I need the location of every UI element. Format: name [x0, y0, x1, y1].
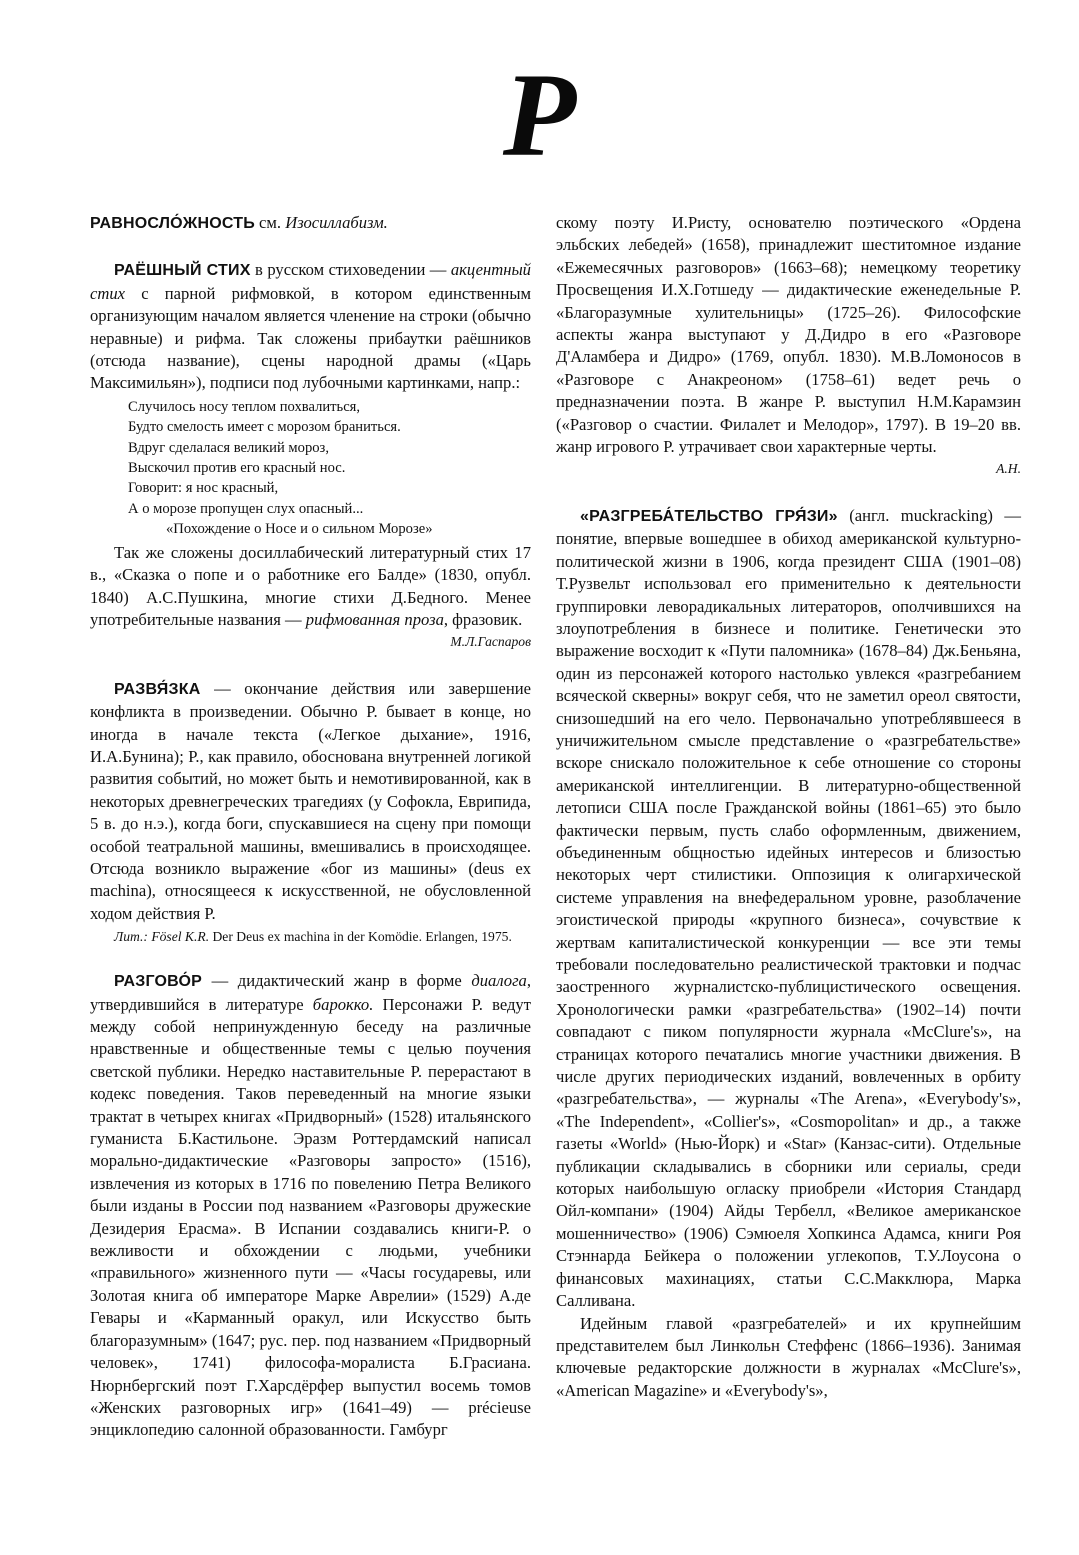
verse-quote — [128, 397, 531, 540]
entry-razvyazka: РАЗВЯ́ЗКА — окончание действия или завершение конфликта в произведении. Обычно Р. бывает в конце, но иногда в начале текста («Легкое дыхание», 1916, И.А.Бунина); Р., как правило, обоснована внутренней логикой развития событий, но может быть и немотивированной, как в некоторых древнегреческих трагедиях (у Софокла, Еврипида, 5 в. до н.э.), когда боги, спускавшиеся на сцену при помощи особой театральной машины, вмешивались в происходящее. Отсюда возникло выражение «бог из машины» (deus ex machina), относящееся к искусственной, не обусловленной ходом действия Р. Лит.: Fösel K.R. Der Deus ex machina in der Komödie. Erlangen, 1975. — [90, 678, 531, 945]
entry-head: РАВНОСЛО́ЖНОСТЬ — [90, 215, 255, 232]
author-signature: М.Л.Гаспаров — [450, 634, 531, 650]
entry-head: РАЗВЯ́ЗКА — [114, 680, 201, 698]
right-column — [556, 212, 1021, 1426]
paragraph: Идейным главой «разгребателей» и их крупнейшим представителем был Линкольн Стеффенс (1866–1936). Занимая ключевые редакторские должности в журналах «McClure's», «American Magazine» и «Everybody's», — [556, 1313, 1021, 1400]
entry-razgovor: РАЗГОВО́Р — дидактический жанр в форме диалога, утвердившийся в литературе барокко. Персонажи Р. ведут между собой непринужденную беседу на различные нравственные и общественные темы с целью поучения светской публики. Нередко наставительные Р. перерастают в кодекс поведения. Таков переведенный на многие языки трактат в четырех книгах «Придворный» (1528) итальянского гуманиста Б.Кастильоне. Эразм Роттердамский написал морально-дидактические «Разговоры запросто» (1516), извлечения из которых в 1716 по повелению Петра Великого были изданы в России под названием «Разговоры дружеские Дезидерия Ерасма». В Испании создавались книги-Р. о вежливости и обхождении с людьми, учебники «правильного» жизненного пути — «Часы государевы, или Золотая книга об императоре Марке Аврелии» (1529) А.де Гевары и «Карманный оракул, или Искусство быть благоразумным» (1647; рус. пер. под названием «Придворный человек», 1741) философа-моралиста Б.Грасиана. Нюрнбергский поэт Г.Харсдёрфер выпустил восемь томов «Женских разговорных игр» (1641–49) — précieuse энциклопедию салонной образованности. Гамбург — [90, 971, 531, 1440]
author-signature: А.Н. — [996, 461, 1021, 477]
verse-line: Будто смелость имеет с морозом браниться. — [128, 419, 401, 436]
entry-head: «РАЗГРЕБА́ТЕЛЬСТВО ГРЯ́ЗИ» — [580, 507, 838, 525]
entry-ravnoslozhnost: РАВНОСЛО́ЖНОСТЬ см. Изосиллабизм. — [90, 213, 388, 232]
cross-reference: Изосиллабизм. — [285, 213, 388, 232]
verse-line: Случилось носу теплом похвалиться, — [128, 398, 361, 415]
entry-head: РАЁШНЫЙ СТИХ — [114, 262, 251, 280]
literature-note: Лит.: Fösel K.R. Der Deus ex machina in der Komödie. Erlangen, 1975. — [114, 929, 512, 945]
verse-line: Вдруг сделалася великий мороз, — [128, 439, 329, 456]
verse-source: «Похождение о Носе и о сильном Морозе» — [166, 521, 433, 538]
verse-line: А о морозе пропущен слух опасный... — [128, 500, 364, 517]
verse-line: Говорит: я нос красный, — [128, 480, 279, 497]
entry-raeshny-stikh: РАЁШНЫЙ СТИХ в русском стиховедении — акцентный стих с парной рифмовкой, в котором единственным организующим началом является членение на строки (обычно неравные) и рифма. Так сложены прибаутки раёшников (отсюда название), сцены народной драмы («Царь Максимильян»), подписи под лубочными картинками, напр.: Случилось носу теплом похвалиться, Будто смелость имеет с морозом браниться. Вдруг сделалася великий мороз, Выскочил против его красный нос. Говорит: я нос красный, А о морозе пропущен слух опасный... «Похождение о Носе и о сильном Морозе» Так же сложены досиллабический литературный стих 17 в., «Сказка о попе и о работнике его Балде» (1830, опубл. 1840) А.С.Пушкина, многие стихи Д.Бедного. Менее употребительные названия — рифмованная проза, фразовик. М.Л.Гаспаров — [90, 259, 531, 653]
section-letter: Р — [502, 48, 577, 181]
entry-razgovor-continued: скому поэту И.Ристу, основателю поэтического «Ордена эльбских лебедей» (1658), принадлежит шеститомное издание «Ежемесячных разговоров» (1663–68); немецкому теоретику Просвещения И.Х.Готшеду — дидактические еженедельные Р. «Благоразумные хулительницы» (1725–26). Философские аспекты жанра выступают у Д.Дидро в его «Разговоре Д'Аламбера и Дидро» (1769, опубл. 1830). М.В.Ломоносов в «Разговоре с Анакреоном» (1758–61) ведет речь о предназначении поэта. В жанре Р. выступил Н.М.Карамзин («Разговор о счастии. Филалет и Мелодор», 1797). В 19–20 вв. жанр игрового Р. утрачивает свои характерные черты. А.Н. — [556, 212, 1021, 481]
verse-line: Выскочил против его красный нос. — [128, 460, 346, 477]
left-column — [90, 212, 531, 1466]
entry-razgrebatelstvo: «РАЗГРЕБА́ТЕЛЬСТВО ГРЯ́ЗИ» (англ. muckracking) — понятие, впервые вошедшее в обиход американской культурно-политической жизни в 1906, когда президент США (1901–08) Т.Рузвельт использовал его применительно к деятельности группировки леворадикальных литераторов, ополчившихся на злоупотребления в бизнесе и политике. Генетически это выражение восходит к «Пути паломника» (1678–84) Дж.Беньяна, один из персонажей которого настолько увлекся «разгребанием всяческой скверны» вокруг себя, что не заметил ореол святости, снизошедший на его чело. Первоначально употреблявшееся в уничижительном смысле представление о «разгребательстве» вскоре снискало положительное к себе отношение со стороны американской интеллигенции. В литературно-общественной летописи США после Гражданской войны (1861–65) это было фактически первым, пусть слабо оформленным, движением, объединенным общностью идейных интересов и близостью некоторых черт стилистики. Оппозиция к олигархической системе управления на внефедеральном уровне, разоблачение эгоистической природы «крупного бизнеса», сочувствие к жертвам капиталистической конкуренции — все эти темы требовали последовательно реалистической трактовки и подчас заостренного журналистско-публицистического освещения. Хронологически рамки «разгребательства» (1902–14) почти совпадают с пиком популярности журнала «McClure's», на страницах которого печатались многие участники движения. В числе других периодических изданий, вовлеченных в орбиту «разгребательства», — журналы «The Arena», «Everybody's», «The Independent», «Collier's», «Cosmopolitan» и др., а также газеты «World» (Нью-Йорк) и «Star» (Канзас-сити). Отдельные публикации складывались в сборники или сериалы, среди которых наибольшую огласку приобрели «История Стандард Ойл-компани» (1904) Айды Тербелл, «Великое американское мошенничество» (1906) Сэмюеля Хопкинса Адамса, книги Роя Стэннарда Бейкера о положении углекопов, Т.У.Лоусона о финансовых махинациях, статьи С.С.Макклюра, Марка Салливана. Идейным главой «разгребателей» и их крупнейшим представителем был Линкольн Стеффенс (1866–1936). Занимая ключевые редакторские должности в журналах «McClure's», «American Magazine» и «Everybody's», — [556, 505, 1021, 1402]
entry-head: РАЗГОВО́Р — [114, 973, 203, 991]
